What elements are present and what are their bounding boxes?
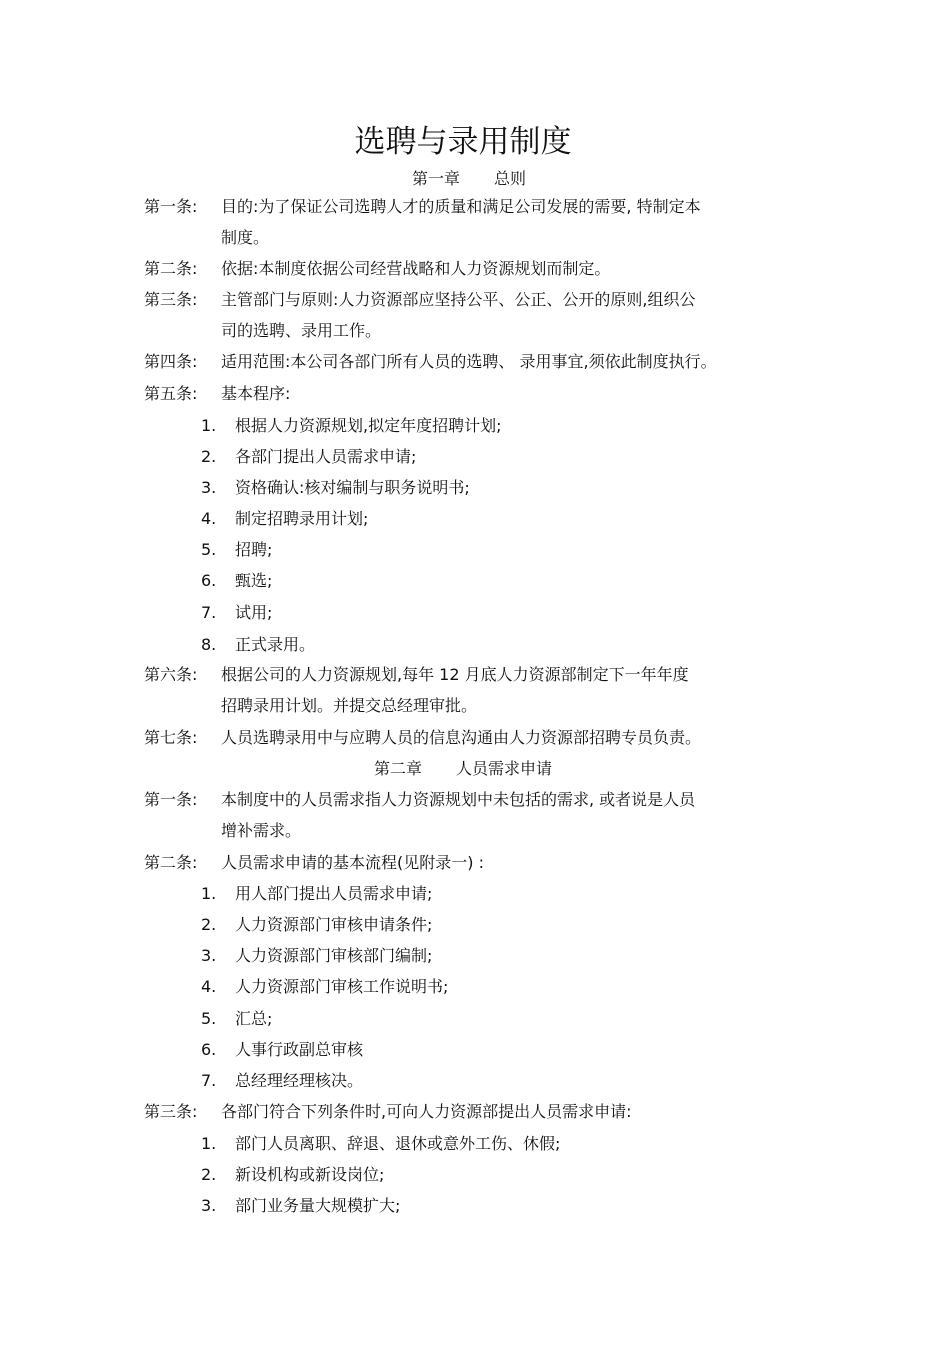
list-item-number: 3. — [201, 946, 217, 965]
article-text: 本制度中的人员需求指人力资源规划中未包括的需求, 或者说是人员 — [221, 790, 696, 809]
list-item: 招聘; — [235, 540, 273, 559]
list-item: 人事行政副总审核 — [235, 1040, 364, 1059]
chapter-number: 第二章 — [374, 759, 423, 778]
list-item-number: 1. — [201, 884, 217, 903]
list-item: 部门人员离职、辞退、退休或意外工伤、休假; — [235, 1134, 561, 1153]
list-item: 根据人力资源规划,拟定年度招聘计划; — [235, 416, 502, 435]
article-text: 主管部门与原则:人力资源部应坚持公平、公正、公开的原则,组织公 — [221, 290, 696, 309]
article-text: 制度。 — [221, 228, 270, 247]
article-label: 第一条: — [144, 197, 198, 216]
list-item: 用人部门提出人员需求申请; — [235, 884, 433, 903]
article-text: 招聘录用计划。并提交总经理审批。 — [221, 696, 478, 715]
list-item-number: 6. — [201, 1040, 217, 1059]
chapter-heading — [374, 758, 552, 780]
list-item-number: 5. — [201, 1009, 217, 1028]
list-item: 资格确认:核对编制与职务说明书; — [235, 478, 470, 497]
article-text: 基本程序: — [221, 384, 291, 403]
list-item-number: 2. — [201, 447, 217, 466]
article-text: 适用范围:本公司各部门所有人员的选聘、 录用事宜,须依此制度执行。 — [221, 352, 717, 371]
document-title: 选聘与录用制度 — [354, 124, 572, 160]
list-item: 各部门提出人员需求申请; — [235, 447, 417, 466]
list-item: 人力资源部门审核工作说明书; — [235, 977, 449, 996]
list-item-number: 5. — [201, 540, 217, 559]
list-item-number: 4. — [201, 509, 217, 528]
chapter-number: 第一章 — [412, 169, 461, 188]
list-item: 甄选; — [235, 571, 273, 590]
list-item-number: 3. — [201, 1196, 217, 1215]
list-item: 人力资源部门审核申请条件; — [235, 915, 433, 934]
article-label: 第四条: — [144, 352, 198, 371]
article-text: 各部门符合下列条件时,可向人力资源部提出人员需求申请: — [221, 1102, 632, 1121]
article-label: 第六条: — [144, 665, 198, 684]
list-item: 制定招聘录用计划; — [235, 509, 369, 528]
article-label: 第三条: — [144, 1102, 198, 1121]
list-item: 部门业务量大规模扩大; — [235, 1196, 401, 1215]
list-item-number: 3. — [201, 478, 217, 497]
list-item: 总经理经理核决。 — [235, 1071, 364, 1090]
list-item-number: 2. — [201, 1165, 217, 1184]
chapter-heading — [412, 168, 526, 190]
list-item-number: 1. — [201, 416, 217, 435]
article-text: 司的选聘、录用工作。 — [221, 321, 382, 340]
article-label: 第二条: — [144, 259, 198, 278]
list-item-number: 2. — [201, 915, 217, 934]
article-text: 增补需求。 — [221, 821, 302, 840]
chapter-name: 总则 — [494, 169, 527, 188]
list-item-number: 7. — [201, 603, 217, 622]
list-item-number: 4. — [201, 977, 217, 996]
article-label: 第五条: — [144, 384, 198, 403]
chapter-name: 人员需求申请 — [456, 759, 553, 778]
article-text: 人员需求申请的基本流程(见附录一) : — [221, 853, 484, 872]
list-item: 正式录用。 — [235, 635, 316, 654]
article-label: 第三条: — [144, 290, 198, 309]
article-text: 目的:为了保证公司选聘人才的质量和满足公司发展的需要, 特制定本 — [221, 197, 701, 216]
article-label: 第七条: — [144, 728, 198, 747]
list-item-number: 7. — [201, 1071, 217, 1090]
article-label: 第一条: — [144, 790, 198, 809]
list-item: 汇总; — [235, 1009, 273, 1028]
list-item-number: 6. — [201, 571, 217, 590]
list-item-number: 1. — [201, 1134, 217, 1153]
article-text: 依据:本制度依据公司经营战略和人力资源规划而制定。 — [221, 259, 611, 278]
article-label: 第二条: — [144, 853, 198, 872]
list-item: 试用; — [235, 603, 273, 622]
list-item: 人力资源部门审核部门编制; — [235, 946, 433, 965]
article-text: 根据公司的人力资源规划,每年 12 月底人力资源部制定下一年年度 — [221, 665, 689, 684]
list-item-number: 8. — [201, 635, 217, 654]
list-item: 新设机构或新设岗位; — [235, 1165, 385, 1184]
article-text: 人员选聘录用中与应聘人员的信息沟通由人力资源部招聘专员负责。 — [221, 728, 702, 747]
